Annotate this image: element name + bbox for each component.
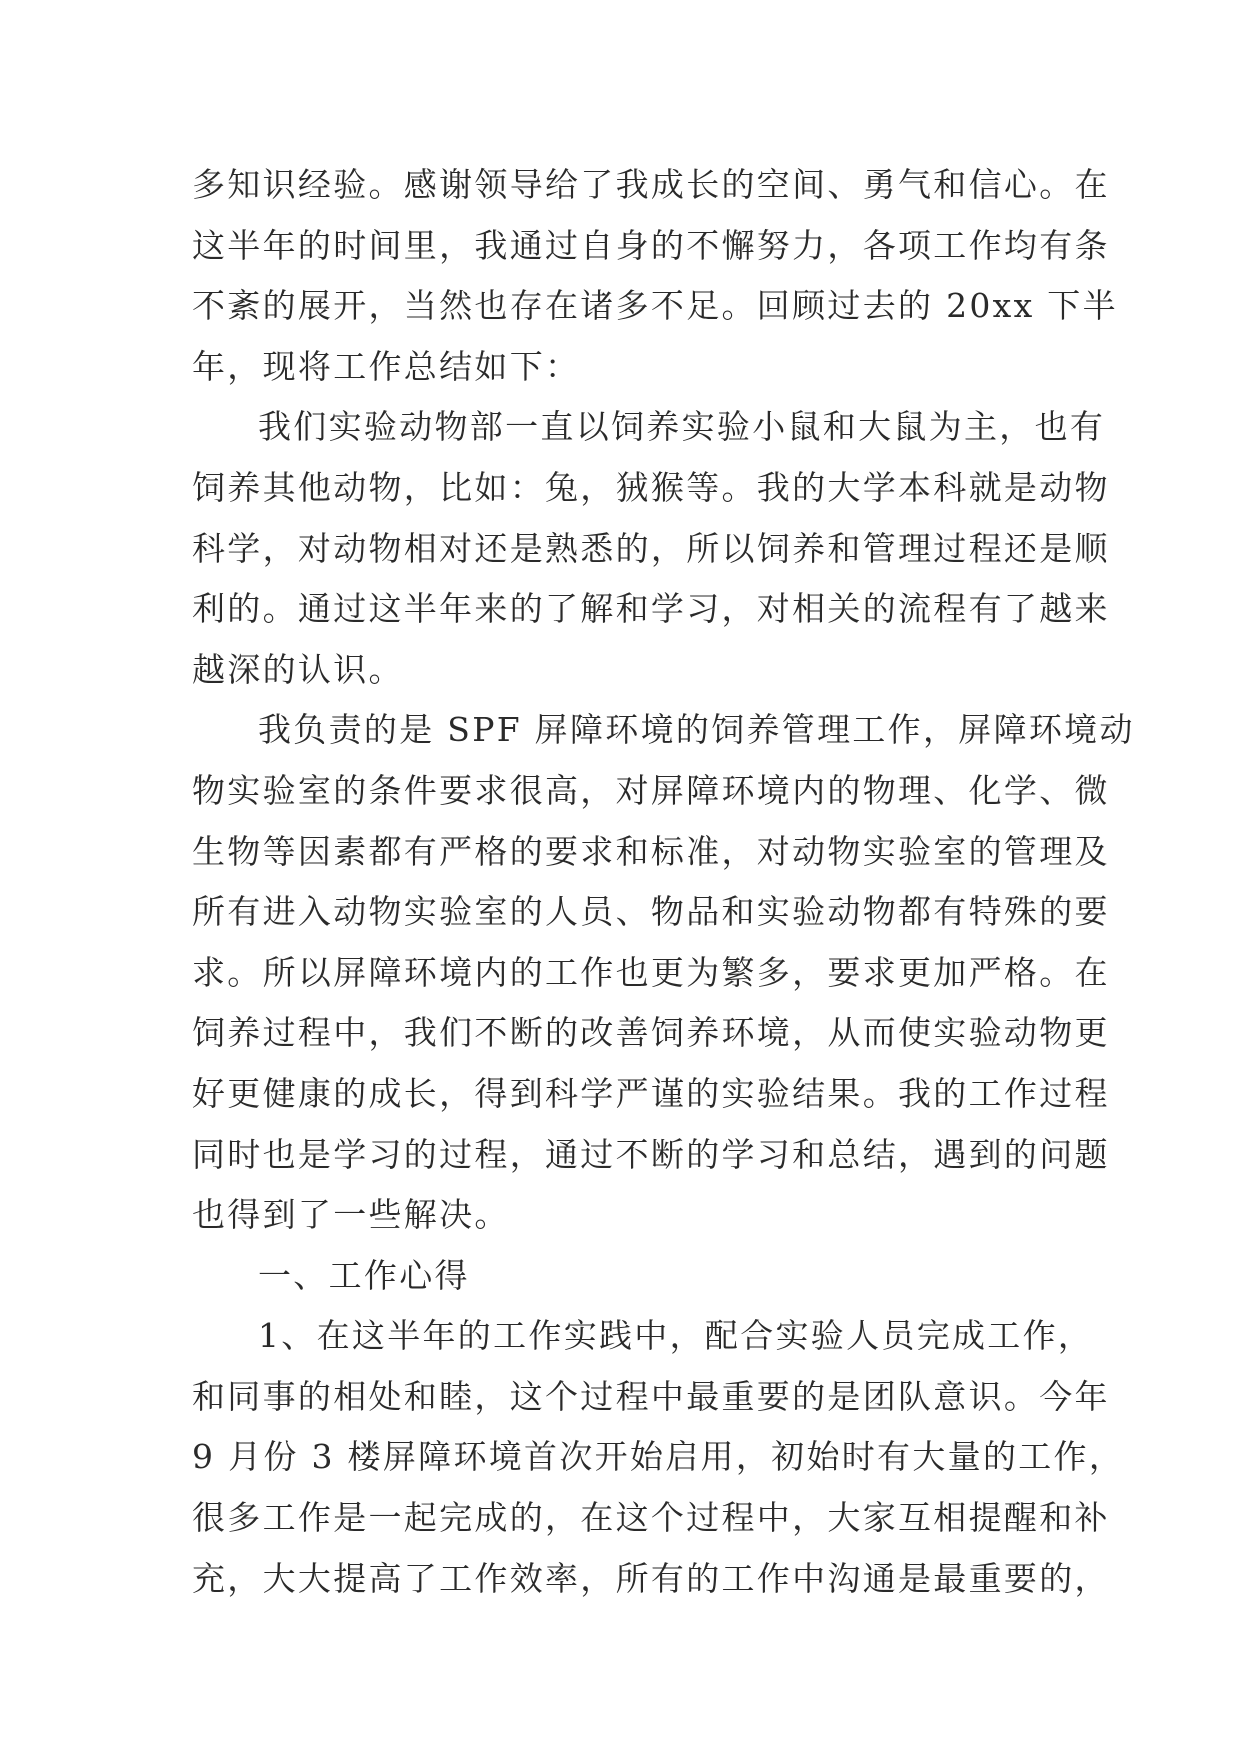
text-line: 9 月份 3 楼屏障环境首次开始启用，初始时有大量的工作， [192,1437,1125,1477]
text-line: 同时也是学习的过程，通过不断的学习和总结，遇到的问题 [192,1134,1110,1174]
paragraph-first-line: 我们实验动物部一直以饲养实验小鼠和大鼠为主，也有 [258,407,1106,447]
text-line: 越深的认识。 [192,649,404,689]
text-line: 好更健康的成长，得到科学严谨的实验结果。我的工作过程 [192,1073,1110,1113]
text-line: 这半年的时间里，我通过自身的不懈努力，各项工作均有条 [192,225,1110,265]
text-line: 多知识经验。感谢领导给了我成长的空间、勇气和信心。在 [192,165,1110,204]
text-line: 和同事的相处和睦，这个过程中最重要的是团队意识。今年 [192,1376,1110,1416]
text-line: 饲养其他动物，比如：兔，狨猴等。我的大学本科就是动物 [192,467,1110,507]
text-line: 所有进入动物实验室的人员、物品和实验动物都有特殊的要 [192,892,1110,932]
paragraph-first-line: 我负责的是 SPF 屏障环境的饲养管理工作，屏障环境动 [258,710,1135,750]
text-line: 求。所以屏障环境内的工作也更为繁多，要求更加严格。在 [192,952,1110,992]
text-line: 不紊的展开，当然也存在诸多不足。回顾过去的 20xx 下半 [192,286,1118,326]
text-line: 物实验室的条件要求很高，对屏障环境内的物理、化学、微 [192,770,1110,810]
paragraph-first-line: 1、在这半年的工作实践中，配合实验人员完成工作， [258,1316,1094,1356]
text-line: 充，大大提高了工作效率，所有的工作中沟通是最重要的， [192,1558,1110,1598]
document-body [192,155,1135,1609]
text-line: 也得到了一些解决。 [192,1195,510,1235]
text-line: 很多工作是一起完成的，在这个过程中，大家互相提醒和补 [192,1498,1110,1538]
text-line: 饲养过程中，我们不断的改善饲养环境，从而使实验动物更 [192,1013,1110,1053]
text-line: 年，现将工作总结如下： [192,346,581,386]
text-line: 利的。通过这半年来的了解和学习，对相关的流程有了越来 [192,589,1110,629]
section-heading: 一、工作心得 [258,1255,470,1295]
text-line: 科学，对动物相对还是熟悉的，所以饲养和管理过程还是顺 [192,528,1110,568]
text-line: 生物等因素都有严格的要求和标准，对动物实验室的管理及 [192,831,1110,871]
